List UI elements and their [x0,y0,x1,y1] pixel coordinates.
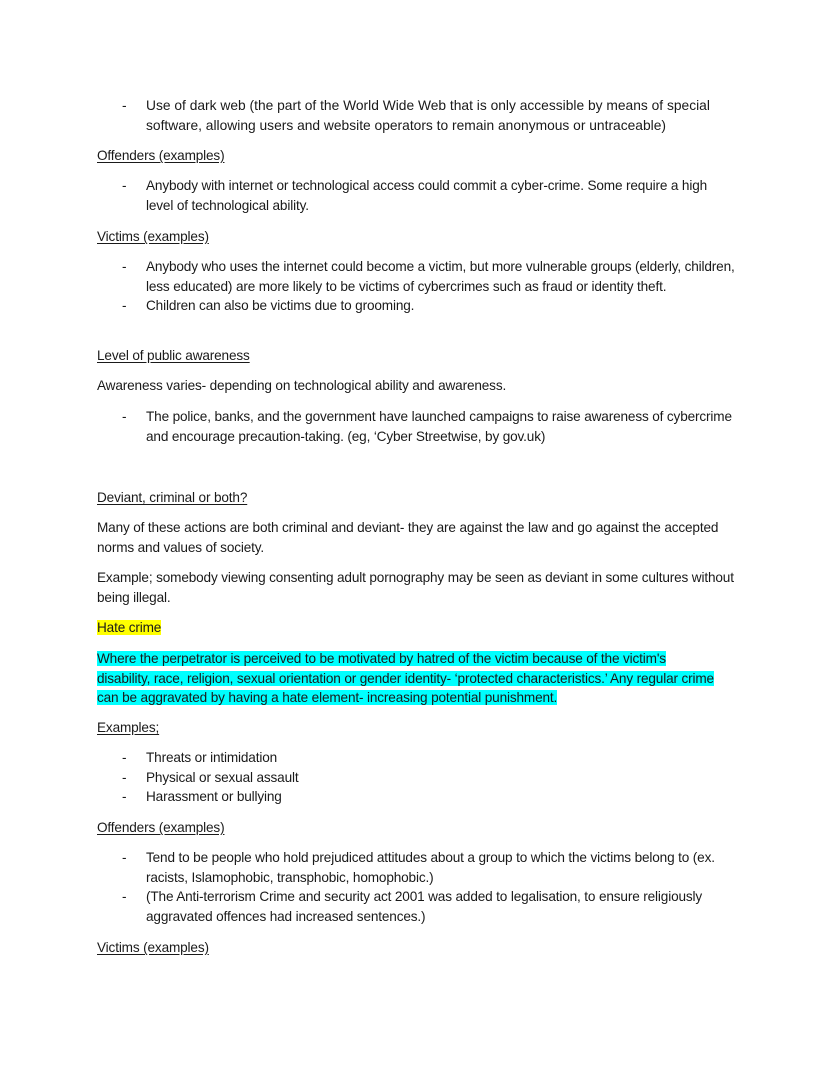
cyber-methods-continued [97,96,737,135]
deviant-criminal-paragraph-1 [97,518,737,557]
hate-crime-definition-block [97,649,717,708]
list-item [97,407,737,446]
bullet-dash: - [122,789,127,805]
hate-crime-offenders-section [97,818,737,838]
highlighted-definition: Where the perpetrator is perceived to be motivated by hatred of the victim because of the victim's disability, race, religion, sexual orientation or gender identity- ‘protected characteristics.’ Any regular crime can be aggravated by having a hate element- increasing potential punishment. [97,651,714,706]
section-heading: Offenders (examples) [97,820,225,835]
bullet-list [97,407,737,446]
public-awareness-paragraph [97,376,737,396]
bullet-list [97,257,737,316]
list-item [97,768,737,788]
bullet-list [97,96,737,135]
hate-crime-victims-section [97,938,737,958]
list-item [97,296,737,316]
section-heading: Offenders (examples) [97,148,225,163]
list-item [97,96,737,135]
hate-crime-examples-section [97,718,737,738]
bullet-text: (The Anti-terrorism Crime and security act 2001 was added to legalisation, to ensure religiously aggravated offences had increased sentences.) [146,889,703,924]
bullet-text: Use of dark web (the part of the World Wide Web that is only accessible by means of special software, allowing users and website operators to remain anonymous or untraceable) [146,98,710,133]
section-heading: Victims (examples) [97,229,209,244]
bullet-list [97,848,737,926]
deviant-criminal-section [97,488,737,508]
bullet-text: Physical or sexual assault [146,769,299,785]
bullet-dash: - [122,889,127,905]
bullet-text: Tend to be people who hold prejudiced attitudes about a group to which the victims belong to (ex. racists, Islamophobic, transphobic, homophobic.) [146,850,715,885]
list-item [97,176,737,215]
bullet-dash: - [122,259,127,274]
highlighted-title: Hate crime [97,620,162,635]
cyber-offenders-section [97,146,737,166]
section-heading: Level of public awareness [97,348,250,363]
public-awareness-section [97,346,737,366]
cyber-victims-section [97,227,737,247]
section-heading: Examples; [97,720,160,735]
bullet-list [97,176,737,215]
deviant-criminal-paragraph-2 [97,568,737,607]
bullet-text: Anybody with internet or technological access could commit a cyber-crime. Some require a high level of technological ability. [146,178,708,213]
public-awareness-list [97,407,737,446]
bullet-dash: - [122,409,127,424]
list-item [97,887,737,926]
list-item [97,787,737,807]
paragraph: Awareness varies- depending on technological ability and awareness. [97,378,507,393]
paragraph: Many of these actions are both criminal and deviant- they are against the law and go against the accepted norms and values of society. [97,520,719,555]
list-item [97,748,737,768]
section-heading: Victims (examples) [97,940,209,955]
section-heading: Deviant, criminal or both? [97,490,248,505]
bullet-dash: - [122,850,127,865]
list-item [97,848,737,887]
hate-crime-examples-list [97,748,737,807]
paragraph: Example; somebody viewing consenting adult pornography may be seen as deviant in some cultures without being illegal. [97,570,734,605]
bullet-text: Anybody who uses the internet could become a victim, but more vulnerable groups (elderly, children, less educated) are more likely to be victims of cybercrimes such as fraud or identity theft. [146,259,735,294]
cyber-victims-list [97,257,737,316]
bullet-dash: - [122,769,127,785]
bullet-list [97,748,737,807]
hate-crime-title [97,618,737,638]
cyber-offenders-list [97,176,737,215]
bullet-dash: - [122,98,127,113]
bullet-text: The police, banks, and the government have launched campaigns to raise awareness of cybercrime and encourage precaution-taking. (eg, ‘Cyber Streetwise, by gov.uk) [146,409,732,444]
hate-crime-offenders-list [97,848,737,926]
bullet-text: Children can also be victims due to grooming. [146,298,415,314]
bullet-dash: - [122,298,127,314]
bullet-text: Harassment or bullying [146,789,282,805]
bullet-dash: - [122,178,127,193]
hate-crime-definition [97,649,717,708]
bullet-text: Threats or intimidation [146,750,278,765]
list-item [97,257,737,296]
bullet-dash: - [122,750,127,765]
hate-crime-title-block [97,618,737,638]
